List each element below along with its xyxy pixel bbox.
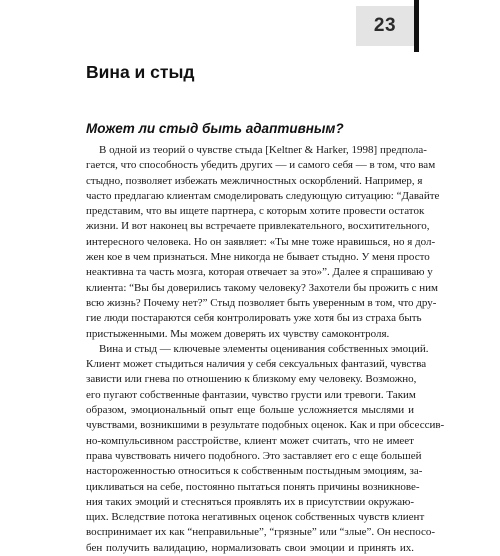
body-line: его пугают собственные фантазии, чувство грусти или тревоги. Таким	[86, 388, 416, 401]
body-line: цикливаться на себе, постоянно пытаться понять причины возникнове-	[86, 480, 420, 493]
body-line: гие люди постараются себя контролировать уже хотя бы из страха быть	[86, 312, 422, 325]
body-text	[86, 143, 445, 556]
body-line: бен получить валидацию, нормализовать свои эмоции и принять их.	[86, 541, 414, 554]
body-line: клиента: “Вы бы доверились такому человеку? Захотели бы прожить с ним	[86, 281, 439, 294]
chapter-number: 23	[373, 15, 397, 36]
body-line: щих. Вследствие потока негативных оценок собственных чувств клиент	[86, 511, 425, 524]
body-line: неактивна та часть мозга, которая отвечает за это»”. Далее я спрашиваю у	[86, 266, 433, 279]
chapter-rule	[414, 0, 419, 52]
body-line: часто предлагаю клиентам смоделировать следующую ситуацию: “Давайте	[86, 189, 440, 202]
body-line: чувствами, возникшими в результате подобных оценок. Как и при обсессив-	[86, 419, 445, 432]
chapter-title: Вина и стыд	[86, 62, 195, 82]
body-line: Вина и стыд — ключевые элементы оценивания собственных эмоций.	[99, 342, 429, 355]
body-line: но-компульсивном расстройстве, клиент может считать, что не имеет	[86, 434, 414, 447]
body-line: всю жизнь? Почему нет?” Стыд позволяет быть уверенным в том, что дру-	[86, 296, 437, 309]
body-line: жизни. И вот наконец вы встречаете привлекательного, восхитительного,	[86, 220, 430, 233]
body-line: зависти или гнева по отношению к близкому ему человеку. Возможно,	[86, 373, 417, 386]
body-line: воспринимает их как “неправильные”, “грязные” или “злые”. Он неспосо-	[86, 526, 436, 539]
chapter-number-box	[356, 6, 414, 46]
body-line: права чувствовать ничего подобного. Это заставляет его с еще большей	[86, 449, 422, 462]
body-line: образом, эмоциональный опыт еще больше усложняется мыслями и	[86, 404, 414, 417]
body-line: пристыженными. Мы можем доверять их чувству самоконтроля.	[86, 327, 390, 340]
body-line: настороженностью относиться к собственным постыдным эмоциям, за-	[86, 465, 423, 478]
section-title: Может ли стыд быть адаптивным?	[86, 121, 344, 136]
body-line: Клиент может стыдиться наличия у себя сексуальных фантазий, чувства	[86, 358, 427, 371]
body-line: стыдно, позволяет избежать межличностных оскорблений. Например, я	[86, 174, 423, 187]
body-line: жен кое в чем признаться. Мне никогда не бывает стыдно. У меня просто	[86, 251, 430, 264]
body-line: гается, что способность убедить других — и самого себя — в том, что вам	[86, 159, 436, 172]
body-line: В одной из теорий о чувстве стыда [Keltner & Harker, 1998] предпола-	[99, 144, 427, 156]
body-line: ния таких эмоций и стесняться проявлять их в присутствии окружаю-	[86, 495, 414, 508]
body-line: интересного человека. Но он заявляет: «Ты мне тоже нравишься, но я дол-	[86, 235, 436, 248]
body-line: представим, что вы ищете партнера, с которым хотите провести остаток	[86, 205, 425, 218]
